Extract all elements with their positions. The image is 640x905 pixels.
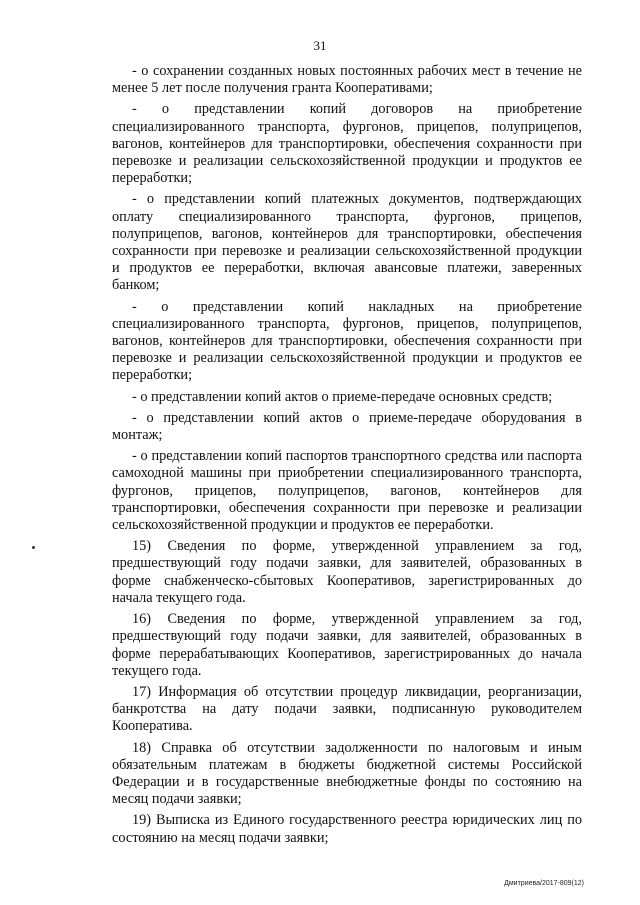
scan-mark (32, 546, 35, 549)
paragraph: 15) Сведения по форме, утвержденной управлением за год, предшествующий году подачи заявки, для заявителей, образованных в форме снабженческо-сбытовых Кооперативов, зарегистрированных до начала текущего года. (112, 538, 582, 606)
document-body (112, 63, 582, 851)
paragraph: - о представлении копий актов о приеме-передаче оборудования в монтаж; (112, 409, 582, 444)
paragraph: - о представлении копий актов о приеме-передаче основных средств; (132, 388, 553, 405)
paragraph: - о представлении копий паспортов транспортного средства или паспорта самоходной машины при приобретении специализированного транспорта, фургонов, прицепов, полуприцепов, вагонов, контейнеров для транспортировки, обеспечения сохранности при перевозке и реализации сельскохозяйственной продукции и продуктов ее переработки. (112, 448, 582, 534)
paragraph: - о представлении копий платежных документов, подтверждающих оплату специализированного транспорта, фургонов, прицепов, полуприцепов, вагонов, контейнеров для транспортировки, обеспечения сохранности при перевозке и реализации сельскохозяйственной продукции и продуктов ее переработки, включая авансовые платежи, заверенных банком; (112, 191, 582, 294)
paragraph: 18) Справка об отсутствии задолженности по налоговым и иным обязательным платежам в бюджеты бюджетной системы Российской Федерации и в государственные внебюджетные фонды по состоянию на месяц подачи заявки; (112, 739, 582, 808)
paragraph: - о представлении копий договоров на приобретение специализированного транспорта, фургонов, прицепов, полуприцепов, вагонов, контейнеров для транспортировки, обеспечения сохранности при перевозке и реализации сельскохозяйственной продукции и продуктов ее переработки; (112, 101, 582, 187)
paragraph: 19) Выписка из Единого государственного реестра юридических лиц по состоянию на месяц подачи заявки; (112, 812, 582, 846)
paragraph: 16) Сведения по форме, утвержденной управлением за год, предшествующий году подачи заявки, для заявителей, образованных в форме перерабатывающих Кооперативов, зарегистрированных до начала текущего года. (112, 611, 582, 679)
document-footer-code: Дмитриева/2017-809(12) (504, 880, 584, 887)
paragraph: - о представлении копий накладных на приобретение специализированного транспорта, фургонов, прицепов, полуприцепов, вагонов, контейнеров для транспортировки, обеспечения сохранности при перевозке и реализации сельскохозяйственной продукции и продуктов ее переработки; (112, 298, 582, 384)
page-number: 31 (313, 38, 327, 53)
paragraph: - о сохранении созданных новых постоянных рабочих мест в течение не менее 5 лет после получения гранта Кооперативами; (112, 63, 582, 97)
paragraph: 17) Информация об отсутствии процедур ликвидации, реорганизации, банкротства на дату подачи заявки, подписанную руководителем Кооператива. (112, 683, 582, 735)
